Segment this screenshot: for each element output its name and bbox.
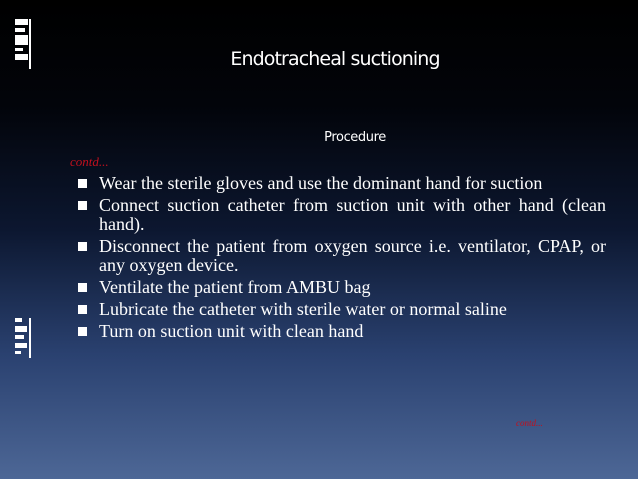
contd-label-bottom: contd... xyxy=(516,418,543,428)
square-bullet-icon xyxy=(78,283,87,292)
bullet-text: Wear the sterile gloves and use the dominant hand for suction xyxy=(99,173,543,193)
bullet-item xyxy=(76,237,606,275)
bullet-text: Connect suction catheter from suction unit with other hand (clean hand). xyxy=(99,195,606,234)
bullet-item xyxy=(76,196,606,234)
deco-bar xyxy=(15,343,27,348)
bullet-text: Turn on suction unit with clean hand xyxy=(99,321,364,341)
square-bullet-icon xyxy=(78,201,87,210)
bullet-text: Ventilate the patient from AMBU bag xyxy=(99,277,371,297)
bullet-item xyxy=(76,174,606,193)
square-bullet-icon xyxy=(78,179,87,188)
deco-bar xyxy=(15,326,27,332)
bullet-text: Lubricate the catheter with sterile water or normal saline xyxy=(99,299,507,319)
bullet-item xyxy=(76,300,606,319)
deco-bar xyxy=(15,318,22,322)
deco-bar xyxy=(15,335,24,339)
square-bullet-icon xyxy=(78,305,87,314)
bullet-item xyxy=(76,278,606,297)
decorative-bars-bottom xyxy=(15,318,31,358)
deco-bar xyxy=(15,28,25,32)
slide-subtitle: Procedure xyxy=(324,130,386,145)
bullet-text: Disconnect the patient from oxygen source i.e. ventilator, CPAP, or any oxygen device. xyxy=(99,236,606,275)
square-bullet-icon xyxy=(78,327,87,336)
slide-title: Endotracheal suctioning xyxy=(230,48,440,70)
contd-label-top: contd... xyxy=(70,154,109,169)
deco-bar xyxy=(15,19,28,25)
deco-bar xyxy=(15,35,28,45)
deco-bar xyxy=(15,351,21,354)
bullet-list xyxy=(76,174,606,344)
square-bullet-icon xyxy=(78,242,87,251)
bullet-item xyxy=(76,322,606,341)
